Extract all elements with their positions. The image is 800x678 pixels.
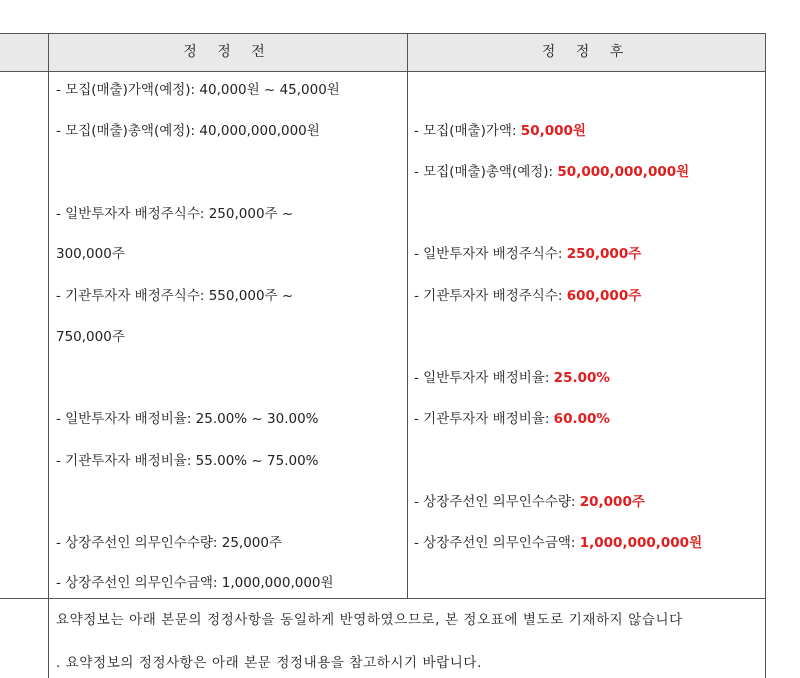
- after-value: 60.00%: [553, 411, 610, 427]
- after-label: - 일반투자자 배정주식수:: [414, 246, 567, 262]
- after-line-institutional-ratio: [414, 408, 610, 430]
- before-line-offer-price: - 모집(매출)가액(예정): 40,000원 ~ 45,000원: [56, 82, 340, 98]
- after-line-offer-total: [414, 161, 689, 183]
- header-bottom-border: [0, 71, 766, 72]
- header-before: 정 정 전: [183, 44, 273, 60]
- right-border: [765, 33, 766, 678]
- before-line-institutional-shares-cont: 750,000주: [56, 329, 125, 345]
- left-column-divider: [48, 33, 49, 678]
- before-line-underwriter-amount: - 상장주선인 의무인수금액: 1,000,000,000원: [56, 575, 334, 591]
- after-label: - 기관투자자 배정주식수:: [414, 288, 567, 304]
- before-line-retail-ratio: - 일반투자자 배정비율: 25.00% ~ 30.00%: [56, 411, 319, 427]
- after-label: - 일반투자자 배정비율:: [414, 370, 554, 386]
- summary-note-line-1: 요약정보는 아래 본문의 정정사항을 동일하게 반영하였으므로, 본 정오표에 별도로 기재하지 않습니다: [56, 612, 683, 628]
- after-line-institutional-shares: [414, 285, 641, 307]
- after-value: 250,000주: [566, 246, 642, 262]
- after-value: 600,000주: [566, 288, 642, 304]
- after-line-retail-shares: [414, 243, 641, 265]
- after-value: 50,000원: [520, 123, 586, 139]
- summary-note-line-2: . 요약정보의 정정사항은 아래 본문 정정내용을 참고하시기 바랍니다.: [56, 655, 482, 671]
- before-line-retail-shares: - 일반투자자 배정주식수: 250,000주 ~: [56, 206, 294, 222]
- after-value: 25.00%: [553, 370, 610, 386]
- after-line-underwriter-amount: [414, 532, 702, 554]
- after-value: 20,000주: [579, 494, 645, 510]
- before-line-retail-shares-cont: 300,000주: [56, 246, 125, 262]
- middle-column-divider: [407, 33, 408, 598]
- after-label: - 모집(매출)가액:: [414, 123, 521, 139]
- after-value: 1,000,000,000원: [579, 535, 703, 551]
- before-line-offer-total: - 모집(매출)총액(예정): 40,000,000,000원: [56, 123, 320, 139]
- after-value: 50,000,000,000원: [557, 164, 690, 180]
- after-label: - 모집(매출)총액(예정):: [414, 164, 558, 180]
- after-line-retail-ratio: [414, 367, 610, 389]
- after-label: - 상장주선인 의무인수수량:: [414, 494, 580, 510]
- before-line-underwriter-quantity: - 상장주선인 의무인수수량: 25,000주: [56, 535, 283, 551]
- before-line-institutional-ratio: - 기관투자자 배정비율: 55.00% ~ 75.00%: [56, 453, 319, 469]
- before-line-institutional-shares: - 기관투자자 배정주식수: 550,000주 ~: [56, 288, 294, 304]
- after-label: - 상장주선인 의무인수금액:: [414, 535, 580, 551]
- after-line-offer-price: [414, 120, 586, 142]
- header-after: 정 정 후: [541, 44, 632, 60]
- after-label: - 기관투자자 배정비율:: [414, 411, 554, 427]
- after-line-underwriter-quantity: [414, 491, 645, 513]
- section-divider: [0, 598, 766, 599]
